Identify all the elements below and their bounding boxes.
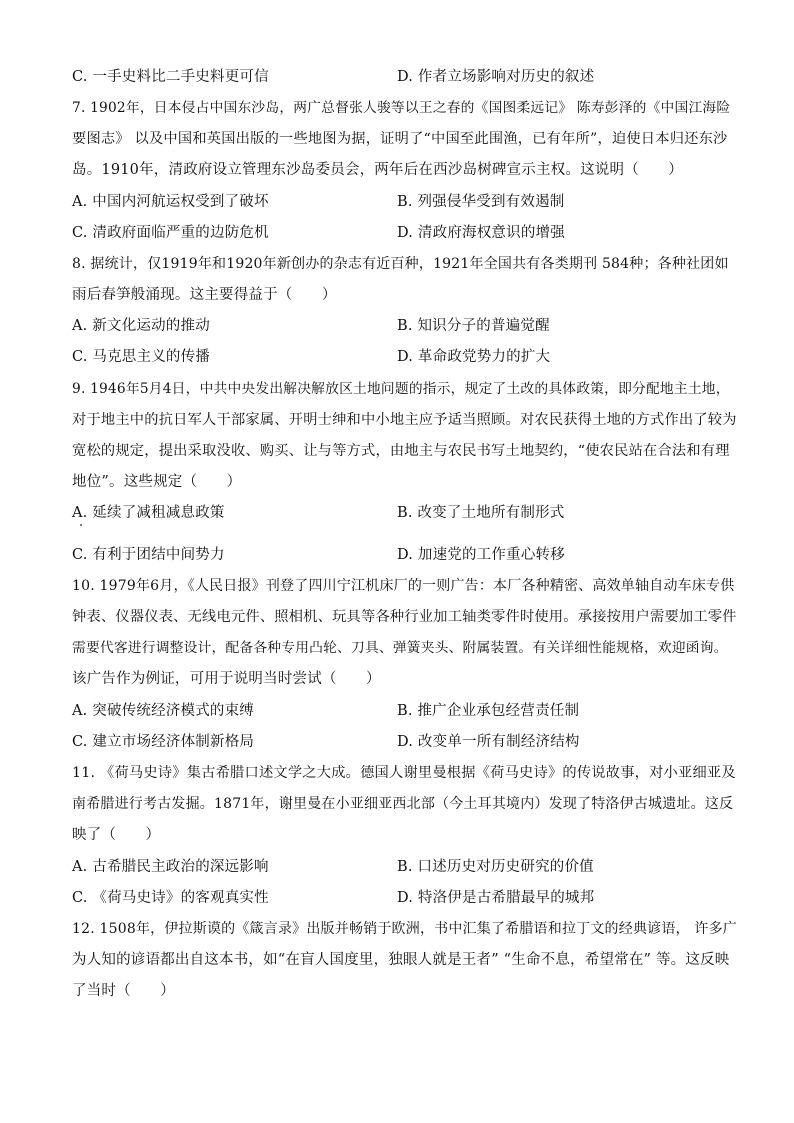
q11-option-c: C. 《荷马史诗》的客观真实性 — [72, 890, 269, 906]
q7-option-a: A. 中国内河航运权受到了破坏 — [72, 194, 269, 210]
q9-option-d: D. 加速党的工作重心转移 — [397, 547, 565, 563]
q11-stem-line-3: 映了（ ） — [72, 827, 161, 843]
q11-option-d: D. 特洛伊是古希腊最早的城邦 — [397, 890, 595, 906]
q11-option-b: B. 口述历史对历史研究的价值 — [397, 859, 594, 875]
q10-option-b: B. 推广企业承包经营责任制 — [397, 703, 580, 719]
q10-option-d: D. 改变单一所有制经济结构 — [397, 734, 580, 750]
q9-option-a: A. 延续了减租减息政策 — [72, 505, 225, 521]
q9-stem-line-4: 地位”。这些规定（ ） — [72, 474, 242, 490]
q12-stem-line-3: 了当时（ ） — [72, 983, 175, 999]
q9-stem-line-1: 9. 1946年5月4日，中共中央发出解决解放区土地问题的指示，规定了土改的具体政策，即分配地主土地， — [72, 381, 730, 397]
q7-option-c: C. 清政府面临严重的边防危机 — [72, 225, 269, 241]
stray-mark — [80, 524, 82, 526]
q7-option-d: D. 清政府海权意识的增强 — [397, 225, 565, 241]
q7-option-b: B. 列强侵华受到有效遏制 — [397, 194, 565, 210]
q8-stem-line-1: 8. 据统计，仅1919年和1920年新创办的杂志有近百种，1921年全国共有各类期刊 584种；各种社团如 — [72, 256, 729, 272]
q11-stem-line-1: 11. 《荷马史诗》集古希腊口述文学之大成。德国人谢里曼根据《荷马史诗》的传说故事，对小亚细亚及 — [72, 765, 736, 781]
q10-option-a: A. 突破传统经济模式的束缚 — [72, 703, 254, 719]
q8-option-b: B. 知识分子的普遍觉醒 — [397, 318, 550, 334]
q11-option-a: A. 古希腊民主政治的深远影响 — [72, 859, 269, 875]
q8-option-a: A. 新文化运动的推动 — [72, 318, 210, 334]
q12-stem-line-1: 12. 1508年，伊拉斯谟的《箴言录》出版并畅销于欧洲，书中汇集了希腊语和拉丁文的经典谚语， 许多广 — [72, 921, 737, 937]
q7-stem-line-2: 要图志》 以及中国和英国出版的一些地图为据，证明了“中国至此围渔，已有年所”，迫使日本归还东沙 — [72, 131, 728, 147]
q10-stem-line-3: 需要代客进行调整设计，配备各种专用凸轮、刀具、弹簧夹头、附属装置。有关详细性能规格，欢迎函询。 — [72, 640, 728, 656]
q9-stem-line-3: 宽松的规定，提出采取没收、购买、让与等方式，由地主与农民书写土地契约，“使农民站在合法和有理 — [72, 443, 730, 459]
q12-stem-line-2: 为人知的谚语都出自这本书，如“在盲人国度里，独眼人就是王者” “生命不息，希望常在” 等。这反映 — [72, 952, 730, 968]
q10-stem-line-4: 该广告作为例证，可用于说明当时尝试（ ） — [72, 671, 381, 687]
q7-stem-line-3: 岛。1910年，清政府设立管理东沙岛委员会，两年后在西沙岛树碑宣示主权。这说明（ ） — [72, 162, 683, 178]
q9-option-b: B. 改变了土地所有制形式 — [397, 505, 565, 521]
q8-option-d: D. 革命政党势力的扩大 — [397, 349, 551, 365]
q8-option-c: C. 马克思主义的传播 — [72, 349, 210, 365]
q6-option-d: D. 作者立场影响对历史的叙述 — [397, 69, 595, 85]
q7-stem-line-1: 7. 1902年，日本侵占中国东沙岛，两广总督张人骏等以王之春的《国图柔远记》 陈寿彭泽的《中国江海险 — [72, 100, 731, 116]
q8-stem-line-2: 雨后春笋般涌现。这主要得益于（ ） — [72, 287, 337, 303]
q10-stem-line-2: 钟表、仪器仪表、无线电元件、照相机、玩具等各种行业加工轴类零件时使用。承接按用户需要加工零件 — [72, 609, 737, 625]
q11-stem-line-2: 南希腊进行考古发掘。1871年，谢里曼在小亚细亚西北部（今土耳其境内）发现了特洛伊古城遗址。这反 — [72, 796, 734, 812]
q10-stem-line-1: 10. 1979年6月，《人民日报》刊登了四川宁江机床厂的一则广告：本厂各种精密、高效单轴自动车床专供 — [72, 578, 735, 594]
q9-option-c: C. 有利于团结中间势力 — [72, 547, 225, 563]
q9-stem-line-2: 对于地主中的抗日军人干部家属、开明士绅和中小地主应予适当照顾。对农民获得土地的方式作出了较为 — [72, 412, 737, 428]
q6-option-c: C. 一手史料比二手史料更可信 — [72, 69, 269, 85]
q10-option-c: C. 建立市场经济体制新格局 — [72, 734, 255, 750]
